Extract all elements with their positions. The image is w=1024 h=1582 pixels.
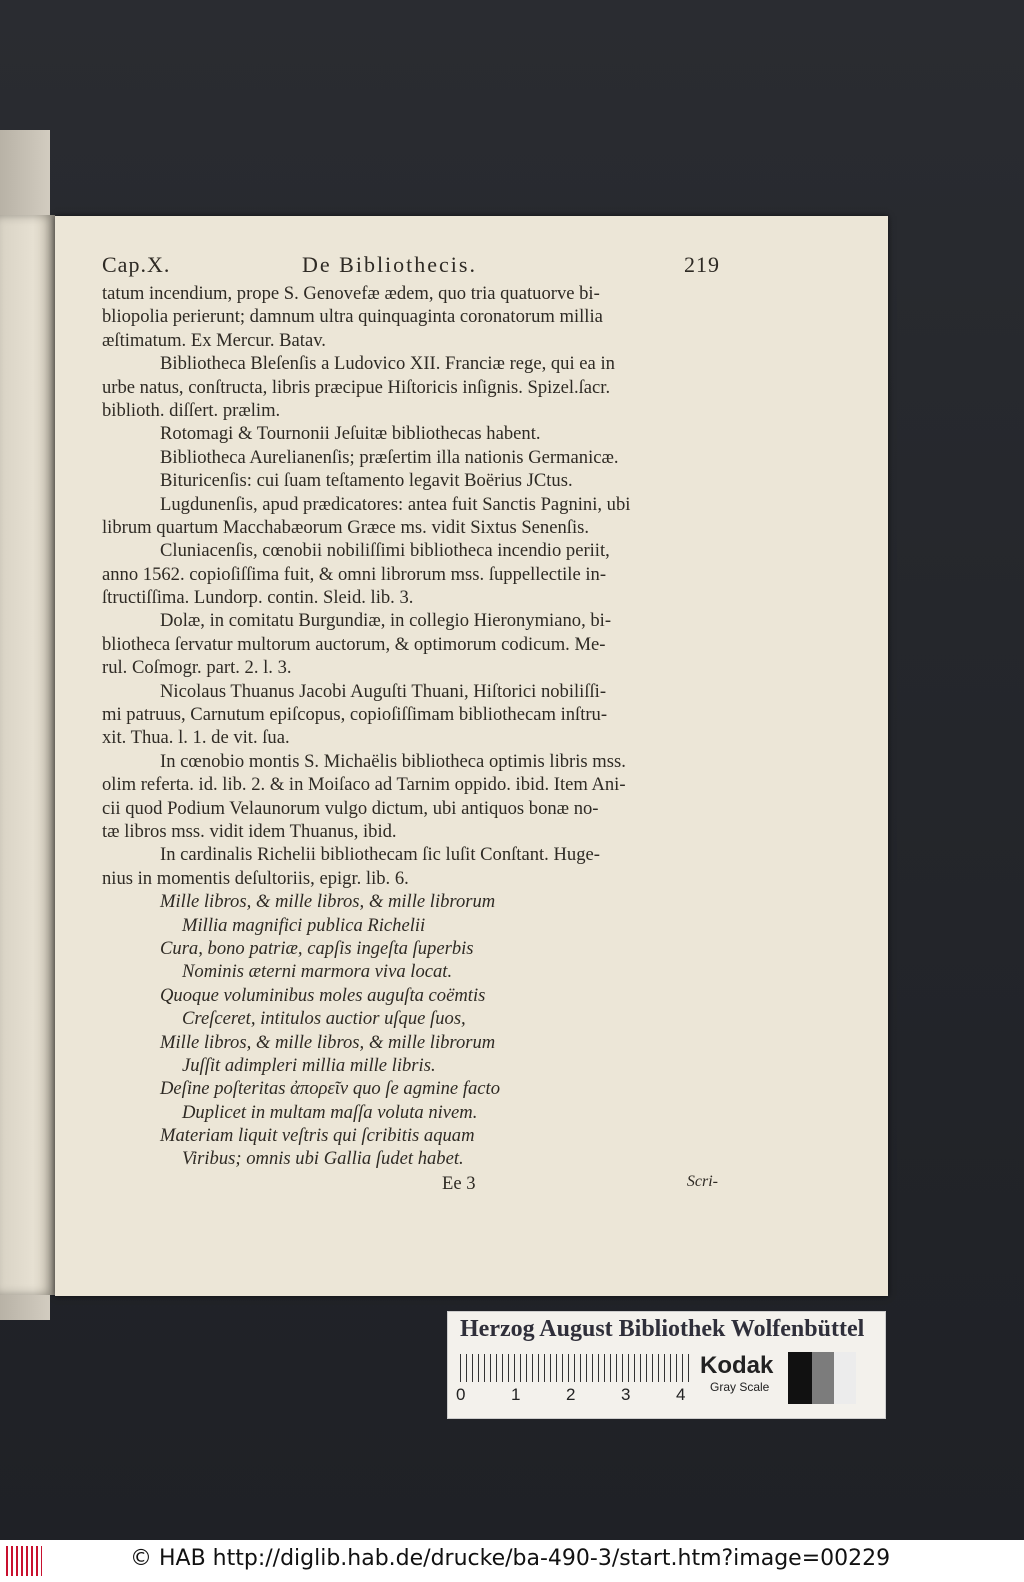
text-line: In cœnobio montis S. Michaëlis bibliotheca optimis libris mss.	[160, 750, 626, 772]
verse-line: Millia magnifici publica Richelii	[182, 914, 426, 936]
text-line: tæ libros mss. vidit idem Thuanus, ibid.	[102, 820, 397, 842]
text-line: Bibliotheca Bleſenſis a Ludovico XII. Franciæ rege, qui ea in	[160, 353, 615, 375]
text-line: tatum incendium, prope S. Genovefæ ædem, quo tria quatuorve bi-	[102, 283, 600, 304]
footer-bar	[0, 1540, 1024, 1582]
text-line: biblioth. diſſert. prælim.	[102, 399, 281, 421]
verse-line: Cura, bono patriæ, capſis ingeſta ſuperbis	[160, 937, 474, 959]
running-title: De Bibliothecis.	[302, 252, 477, 277]
black-swatch	[788, 1352, 812, 1404]
text-line: bliotheca ſervatur multorum auctorum, & optimorum codicum. Me-	[102, 633, 606, 655]
text-line: urbe natus, conſtructa, libris præcipue Hiſtoricis inſignis. Spizel.ſacr.	[102, 376, 611, 398]
verse-line: Quoque voluminibus moles auguſta coëmtis	[160, 984, 486, 1006]
verse-line: Juſſit adimpleri millia mille libris.	[182, 1054, 436, 1076]
verse-line: Creſceret, intitulos auctior uſque ſuos,	[182, 1008, 466, 1030]
ruler-scale	[460, 1354, 690, 1382]
text-line: xit. Thua. l. 1. de vit. ſua.	[102, 727, 290, 749]
epigram-verses	[102, 890, 714, 1171]
ruler-number: 3	[621, 1385, 631, 1404]
page-footer-line	[102, 1172, 718, 1197]
signature-mark: Ee 3	[442, 1172, 476, 1194]
body-text	[102, 282, 714, 890]
verse-line: Duplicet in multam maſſa voluta nivem.	[182, 1101, 478, 1123]
text-line: mi patruus, Carnutum epiſcopus, copioſiſſimam bibliothecam inſtru-	[102, 704, 608, 726]
text-line: ſtructiſſima. Lundorp. contin. Sleid. lib. 3.	[102, 587, 414, 609]
verse-line: Mille libros, & mille libros, & mille librorum	[160, 1031, 496, 1053]
page-text-block	[102, 252, 720, 1197]
hab-logo-icon	[6, 1546, 42, 1576]
ruler-number: 0	[456, 1385, 466, 1404]
kodak-brand: Kodak	[700, 1352, 774, 1379]
gray-scale-label: Gray Scale	[710, 1380, 770, 1394]
text-line: bliopolia perierunt; damnum ultra quinquaginta coronatorum millia	[102, 306, 603, 328]
page-number: 219	[684, 252, 720, 277]
text-line: Bituricenſis: cui ſuam teſtamento legavit Boërius JCtus.	[160, 470, 573, 492]
text-line: Lugdunenſis, apud prædicatores: antea fuit Sanctis Pagnini, ubi	[160, 493, 631, 515]
gray-swatch	[812, 1352, 834, 1404]
color-reference-bar	[447, 1311, 886, 1419]
text-line: Nicolaus Thuanus Jacobi Auguſti Thuani, Hiſtorici nobiliſſi-	[160, 680, 607, 702]
ruler-number: 1	[511, 1385, 521, 1404]
text-line: librum quartum Macchabæorum Græce ms. vidit Sixtus Senenſis.	[102, 516, 589, 538]
running-head	[102, 252, 720, 282]
text-line: In cardinalis Richelii bibliothecam ſic luſit Conſtant. Huge-	[160, 844, 600, 866]
ruler-number: 2	[566, 1385, 576, 1404]
library-name: Herzog August Bibliothek Wolfenbüttel	[460, 1316, 865, 1342]
verse-line: Nominis æterni marmora viva locat.	[182, 961, 453, 983]
verse-line: Deſine poſteritas ἀπορεῖν quo ſe agmine facto	[160, 1078, 500, 1100]
text-line: olim referta. id. lib. 2. & in Moiſaco ad Tarnim oppido. ibid. Item Ani-	[102, 774, 626, 796]
text-line: æſtimatum. Ex Mercur. Batav.	[102, 329, 326, 351]
verse-line: Materiam liquit veſtris qui ſcribitis aquam	[160, 1125, 475, 1147]
text-line: Cluniacenſis, cœnobii nobiliſſimi bibliotheca incendio periit,	[160, 540, 610, 562]
verse-line: Mille libros, & mille libros, & mille librorum	[160, 891, 496, 913]
verse-line: Viribus; omnis ubi Gallia ſudet habet.	[182, 1148, 464, 1170]
footer-link[interactable]: © HAB http://diglib.hab.de/drucke/ba-490-3/start.htm?image=00229	[130, 1546, 891, 1571]
text-line: anno 1562. copioſiſſima fuit, & omni librorum mss. ſuppellectile in-	[102, 563, 607, 585]
left-facing-page	[0, 215, 55, 1295]
white-swatch	[834, 1352, 856, 1404]
text-line: Rotomagi & Tournonii Jeſuitæ bibliothecas habent.	[160, 423, 541, 445]
text-line: cii quod Podium Velaunorum vulgo dictum, ubi antiquos bonæ no-	[102, 797, 599, 819]
text-line: rul. Coſmogr. part. 2. l. 3.	[102, 657, 292, 679]
catchword: Scri-	[686, 1172, 718, 1190]
text-line: Bibliotheca Aurelianenſis; præſertim illa nationis Germanicæ.	[160, 446, 619, 468]
text-line: Dolæ, in comitatu Burgundiæ, in collegio Hieronymiano, bi-	[160, 610, 612, 632]
text-line: nius in momentis deſultoriis, epigr. lib. 6.	[102, 867, 409, 889]
book-page	[55, 216, 888, 1296]
ruler-number: 4	[676, 1385, 686, 1404]
chapter-label: Cap.X.	[102, 252, 171, 277]
